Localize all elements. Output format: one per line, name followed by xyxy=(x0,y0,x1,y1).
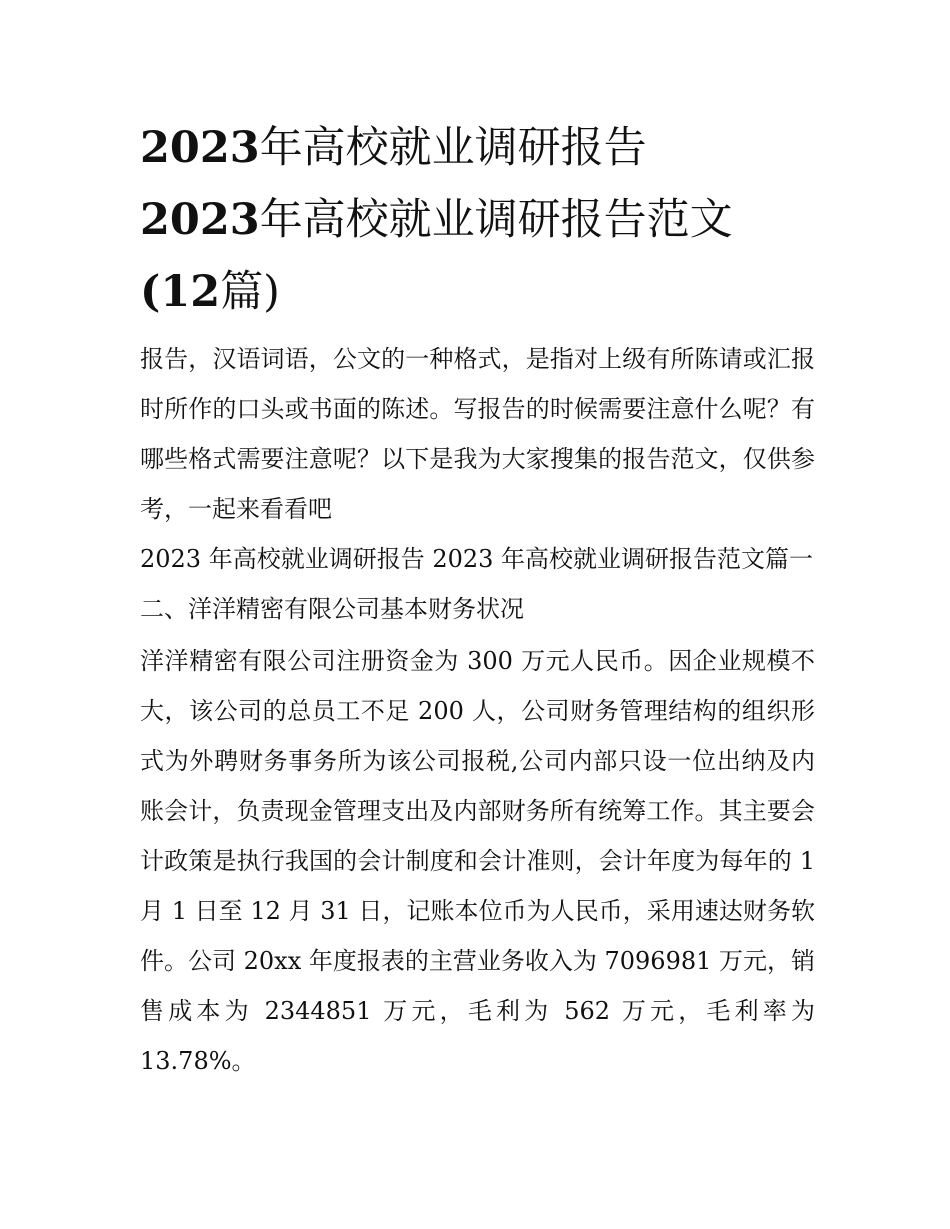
title-line-2 xyxy=(140,184,815,256)
section-heading: 2023 年高校就业调研报告 2023 年高校就业调研报告范文篇一 xyxy=(140,545,814,573)
title-text-1: 年高校就业调研报告 xyxy=(259,123,647,173)
document-page xyxy=(140,112,815,1086)
title-year-1: 2023 xyxy=(140,123,260,173)
title-count: (12 xyxy=(140,267,221,317)
title-line-1 xyxy=(140,112,815,184)
title-year-2: 2023 xyxy=(140,195,260,245)
title-text-3: 篇) xyxy=(220,267,280,317)
title-line-3 xyxy=(140,256,815,328)
intro-paragraph: 报告，汉语词语，公文的一种格式，是指对上级有所陈请或汇报时所作的口头或书面的陈述。写报告的时候需要注意什么呢？有哪些格式需要注意呢？以下是我为大家搜集的报告范文，仅供参考，一起来看看吧 xyxy=(140,345,815,523)
title-text-2: 年高校就业调研报告范文 xyxy=(259,195,733,245)
subheading: 二、洋洋精密有限公司基本财务状况 xyxy=(140,595,524,623)
body-paragraph: 洋洋精密有限公司注册资金为 300 万元人民币。因企业规模不大，该公司的总员工不足 200 人，公司财务管理结构的组织形式为外聘财务事务所为该公司报税,公司内部只设一位出纳及内账会计，负责现金管理支出及内部财务所有统筹工作。其主要会计政策是执行我国的会计制度和会计准则，会计年度为每年的 1 月 1 日至 12 月 31 日，记账本位币为人民币，采用速达财务软件。公司 20xx 年度报表的主营业务收入为 7096981 万元，销售成本为 2344851 万元，毛利为 562 万元，毛利率为13.78%。 xyxy=(140,647,816,1075)
document-title xyxy=(140,112,815,328)
